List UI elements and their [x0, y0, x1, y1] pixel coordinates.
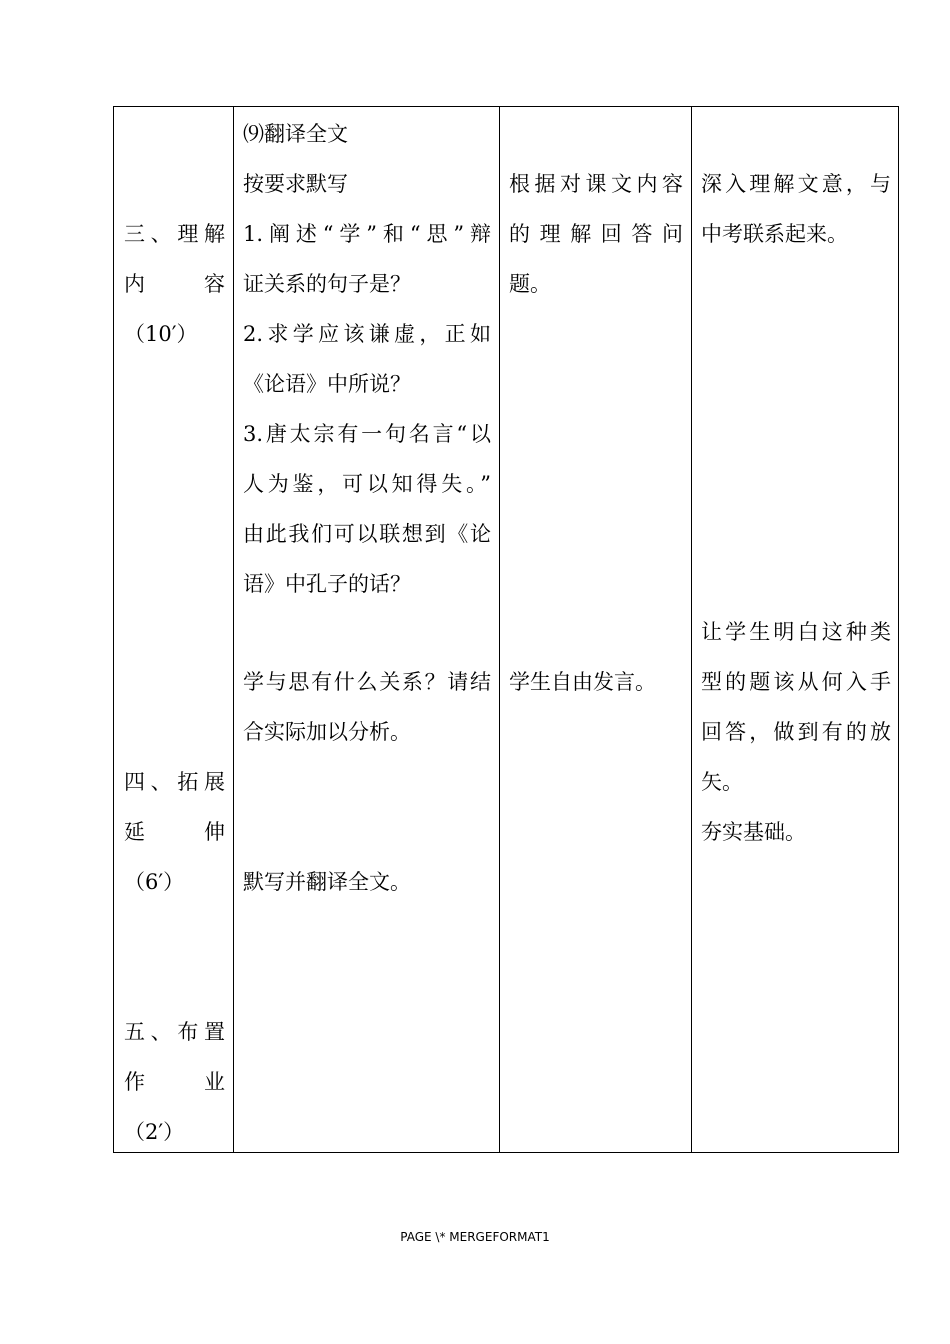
content-line: 合实际加以分析。	[243, 720, 411, 744]
content-line: 3.唐太宗有一句名言“以	[243, 422, 491, 446]
column-divider	[691, 107, 692, 1152]
content-line: 由此我们可以联想到《论	[243, 522, 491, 546]
column-divider	[233, 107, 234, 1152]
section-4-time: （6′）	[124, 870, 185, 894]
content-line: 《论语》中所说？	[243, 372, 411, 396]
intent-line: 型的题该从何入手	[701, 670, 891, 694]
column-divider	[499, 107, 500, 1152]
lesson-table	[113, 106, 899, 1153]
content-line: ⑼翻译全文	[243, 122, 348, 146]
content-line: 人为鉴，可以知得失。”	[243, 472, 491, 496]
intent-line: 夯实基础。	[701, 820, 806, 844]
activity-line: 根据对课文内容	[509, 172, 683, 196]
content-line: 语》中孔子的话？	[243, 572, 411, 596]
intent-line: 深入理解文意，与	[701, 172, 891, 196]
content-line: 1.阐述“学”和“思”辩	[243, 222, 491, 246]
intent-line: 矢。	[701, 770, 743, 794]
section-5-title: 作 业	[124, 1070, 225, 1094]
intent-line: 中考联系起来。	[701, 222, 848, 246]
section-3-time: （10′）	[124, 322, 198, 346]
page-footer: PAGE \* MERGEFORMAT1	[400, 1230, 550, 1244]
section-4-title: 四、拓展	[124, 770, 225, 794]
content-line: 证关系的句子是？	[243, 272, 411, 296]
intent-line: 让学生明白这种类	[701, 620, 891, 644]
section-3-title: 三、理解	[124, 222, 225, 246]
section-4-title: 延 伸	[124, 820, 225, 844]
activity-line: 题。	[509, 272, 551, 296]
intent-line: 回答，做到有的放	[701, 720, 891, 744]
section-3-title: 内 容	[124, 272, 225, 296]
content-line: 学与思有什么关系？请结	[243, 670, 491, 694]
section-5-title: 五、布置	[124, 1020, 225, 1044]
content-line: 按要求默写	[243, 172, 348, 196]
activity-line: 的理解回答问	[509, 222, 683, 246]
section-5-time: （2′）	[124, 1120, 185, 1144]
content-line: 默写并翻译全文。	[243, 870, 411, 894]
activity-line: 学生自由发言。	[509, 670, 656, 694]
content-line: 2.求学应该谦虚，正如	[243, 322, 491, 346]
